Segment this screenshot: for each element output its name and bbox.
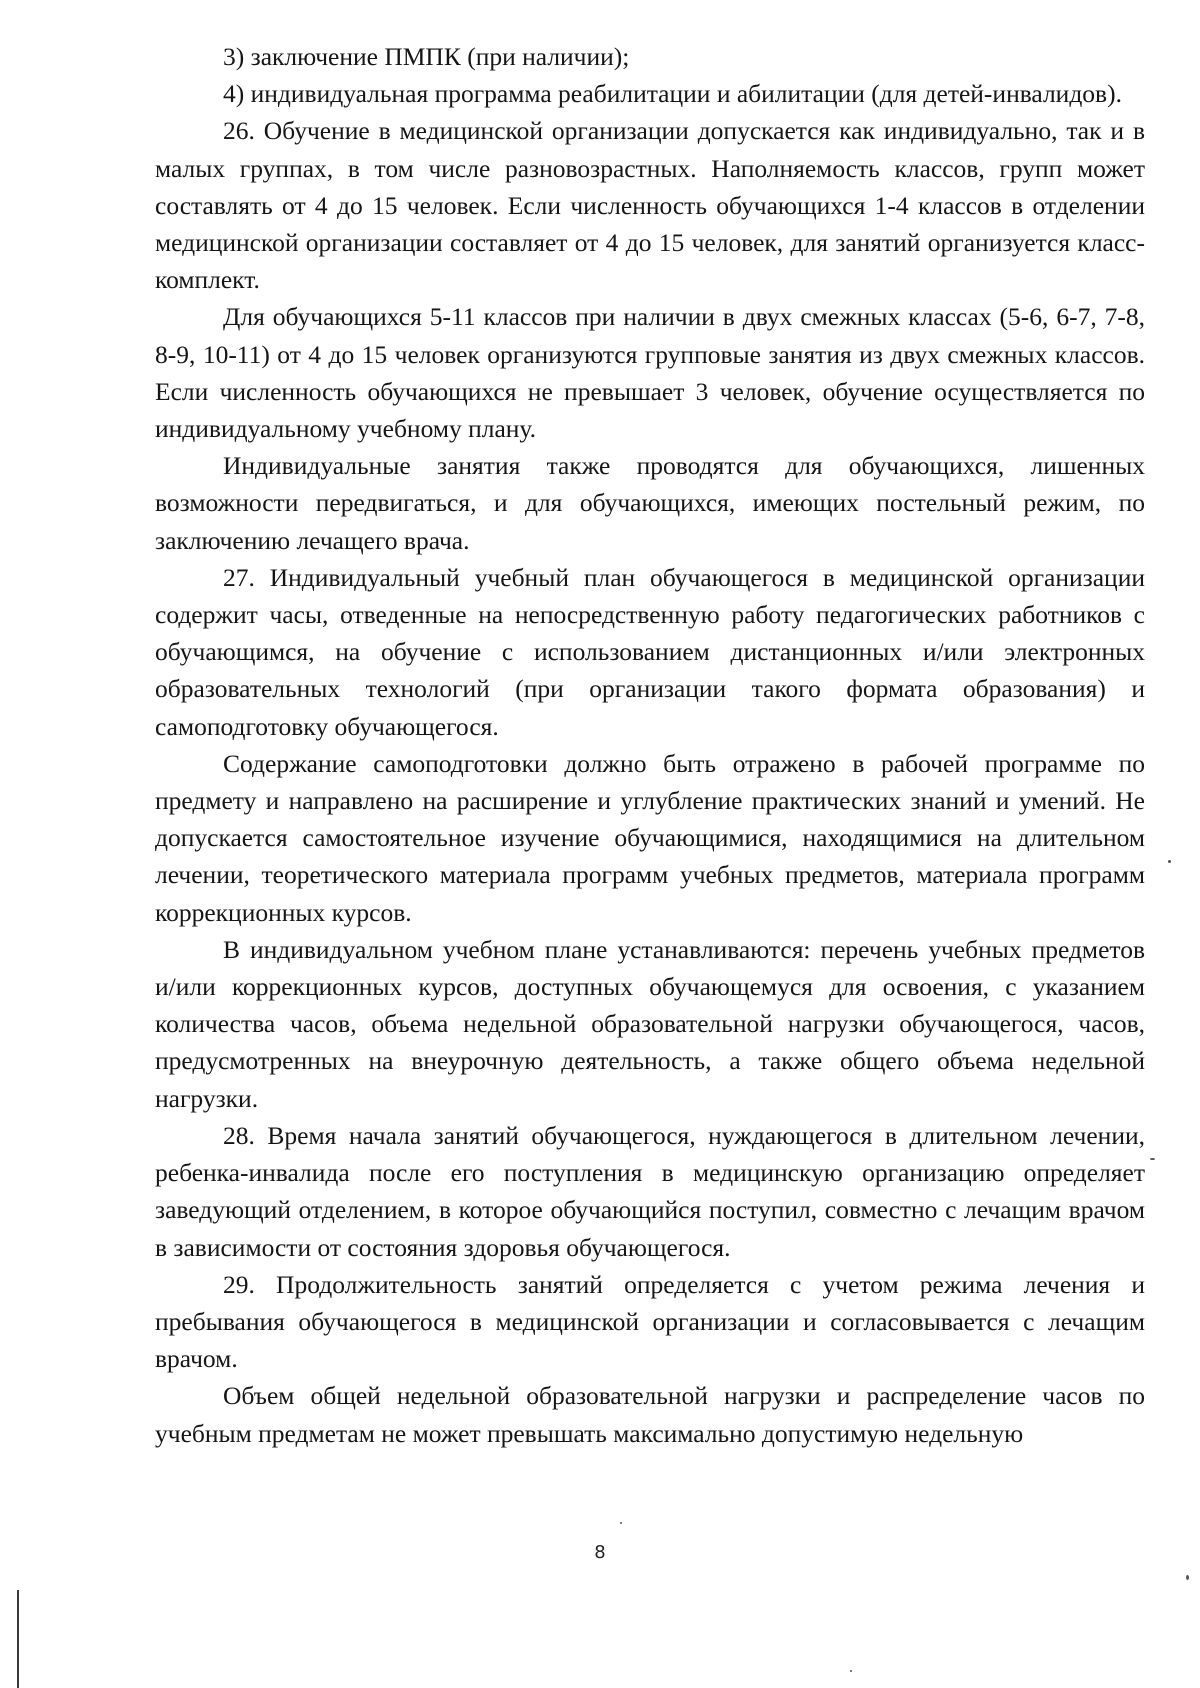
paragraph-item-3: 3) заключение ПМПК (при наличии); <box>223 42 630 71</box>
scan-edge-mark <box>17 1590 19 1688</box>
scan-speck <box>1186 1575 1189 1580</box>
paragraph-28: 28. Время начала занятий обучающегося, нуждающегося в длительном лечении, ребенка-инвалида после его поступления в медицинскую организацию определяет заведующий отделением, в которое обучающийся поступил, совместно с лечащим врачом в зависимости от состояния здоровья обучающегося. <box>155 1120 1145 1262</box>
paragraph-individual-plan: В индивидуальном учебном плане устанавливаются: перечень учебных предметов и/или коррекционных курсов, доступных обучающемуся для освоения, с указанием количества часов, объема недельной образовательной нагрузки обучающегося, часов, предусмотренных на внеурочную деятельность, а также общего объема недельной нагрузки. <box>155 934 1145 1113</box>
paragraph-classes-5-11: Для обучающихся 5-11 классов при наличии в двух смежных классах (5-6, 6-7, 7-8, 8-9, 10-11) от 4 до 15 человек организуются групповые занятия из двух смежных классов. Если численность обучающихся не превышает 3 человек, обучение осуществляется по индивидуальному учебному плану. <box>155 302 1145 444</box>
scan-speck <box>1150 1158 1155 1160</box>
paragraph-item-4: 4) индивидуальная программа реабилитации и абилитации (для детей-инвалидов). <box>223 79 1122 109</box>
document-body <box>155 38 1145 1452</box>
scan-speck <box>1168 860 1171 863</box>
scan-speck <box>850 1670 852 1672</box>
paragraph-29: 29. Продолжительность занятий определяется с учетом режима лечения и пребывания обучающегося в медицинской организации и согласовывается с лечащим врачом. <box>155 1269 1145 1374</box>
paragraph-27: 27. Индивидуальный учебный план обучающегося в медицинской организации содержит часы, отведенные на непосредственную работу педагогических работников с обучающимся, на обучение с использованием дистанционных и/или электронных образовательных технологий (при организации такого формата образования) и самоподготовку обучающегося. <box>155 562 1145 741</box>
paragraph-26: 26. Обучение в медицинской организации допускается как индивидуально, так и в малых группах, в том числе разновозрастных. Наполняемость классов, групп может составлять от 4 до 15 человек. Если численность обучающихся 1-4 классов в отделении медицинской организации составляет от 4 до 15 человек, для занятий организуется класс-комплект. <box>155 116 1145 295</box>
paragraph-self-study: Содержание самоподготовки должно быть отражено в рабочей программе по предмету и направлено на расширение и углубление практических знаний и умений. Не допускается самостоятельное изучение обучающимися, находящимися на длительном лечении, теоретического материала программ учебных предметов, материала программ коррекционных курсов. <box>155 748 1145 927</box>
scan-speck <box>620 1522 622 1524</box>
paragraph-individual-lessons: Индивидуальные занятия также проводятся для обучающихся, лишенных возможности передвигаться, и для обучающихся, имеющих постельный режим, по заключению лечащего врача. <box>155 451 1145 555</box>
paragraph-workload: Объем общей недельной образовательной нагрузки и распределение часов по учебным предметам не может превышать максимально допустимую недельную <box>155 1381 1145 1448</box>
page-number: 8 <box>594 1542 606 1563</box>
